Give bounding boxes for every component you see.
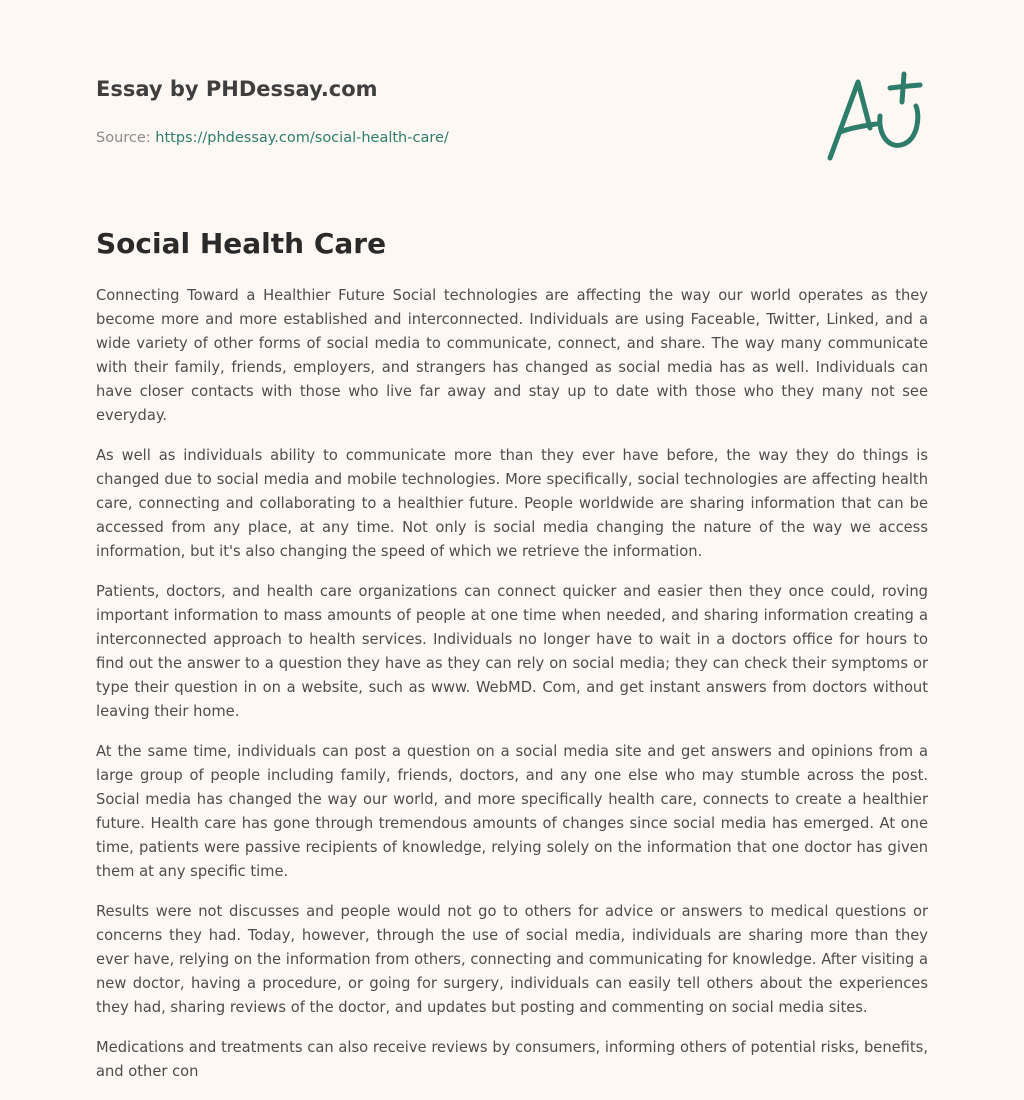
source-link[interactable]: https://phdessay.com/social-health-care/ [155,130,449,146]
essay-paragraph: Medications and treatments can also receive reviews by consumers, informing others of potential risks, benefits, and other con [96,1039,928,1080]
essay-paragraph: Results were not discusses and people would not go to others for advice or answers to medical questions or concerns they had. Today, however, through the use of social media, individuals are sharing more than they ever have, relying on the information from others, connecting and communicating for knowledge. After visiting a new doctor, having a procedure, or going for surgery, individuals can easily tell others about the experiences they had, sharing reviews of the doctor, and updates but posting and commenting on social media sites. [96,903,928,1016]
essay-paragraph: As well as individuals ability to communicate more than they ever have before, the way they do things is changed due to social media and mobile technologies. More specifically, social technologies are affecting health care, connecting and collaborating to a healthier future. People worldwide are sharing information that can be accessed from any place, at any time. Not only is social media changing the nature of the way we access information, but it's also changing the speed of which we retrieve the information. [96,447,928,560]
source-label: Source: [96,130,156,146]
site-brand: Essay by PHDessay.com [96,77,378,101]
essay-body [96,284,928,1100]
essay-paragraph: Patients, doctors, and health care organizations can connect quicker and easier then they once could, roving important information to mass amounts of people at one time when needed, and sharing information creating a interconnected approach to health services. Individuals no longer have to wait in a doctors office for hours to find out the answer to a question they have as they can rely on social media; they can check their symptoms or type their question in on a website, such as www. WebMD. Com, and get instant answers from doctors without leaving their home. [96,583,928,720]
a-plus-grade-icon [820,66,930,166]
source-line [96,128,696,148]
essay-paragraph: At the same time, individuals can post a question on a social media site and get answers and opinions from a large group of people including family, friends, doctors, and any one else who may stumble across the post. Social media has changed the way our world, and more specifically health care, connects to create a healthier future. Health care has gone through tremendous amounts of changes since social media has emerged. At one time, patients were passive recipients of knowledge, relying solely on the information that one doctor has given them at any specific time. [96,743,928,880]
essay-title: Social Health Care [96,227,387,260]
site-header [96,74,696,148]
essay-paragraph: Connecting Toward a Healthier Future Social technologies are affecting the way our world operates as they become more and more established and interconnected. Individuals are using Faceable, Twitter, Linked, and a wide variety of other forms of social media to communicate, connect, and share. The way many communicate with their family, friends, employers, and strangers has changed as social media has as well. Individuals can have closer contacts with those who live far away and stay up to date with those who they many not see everyday. [96,287,928,424]
